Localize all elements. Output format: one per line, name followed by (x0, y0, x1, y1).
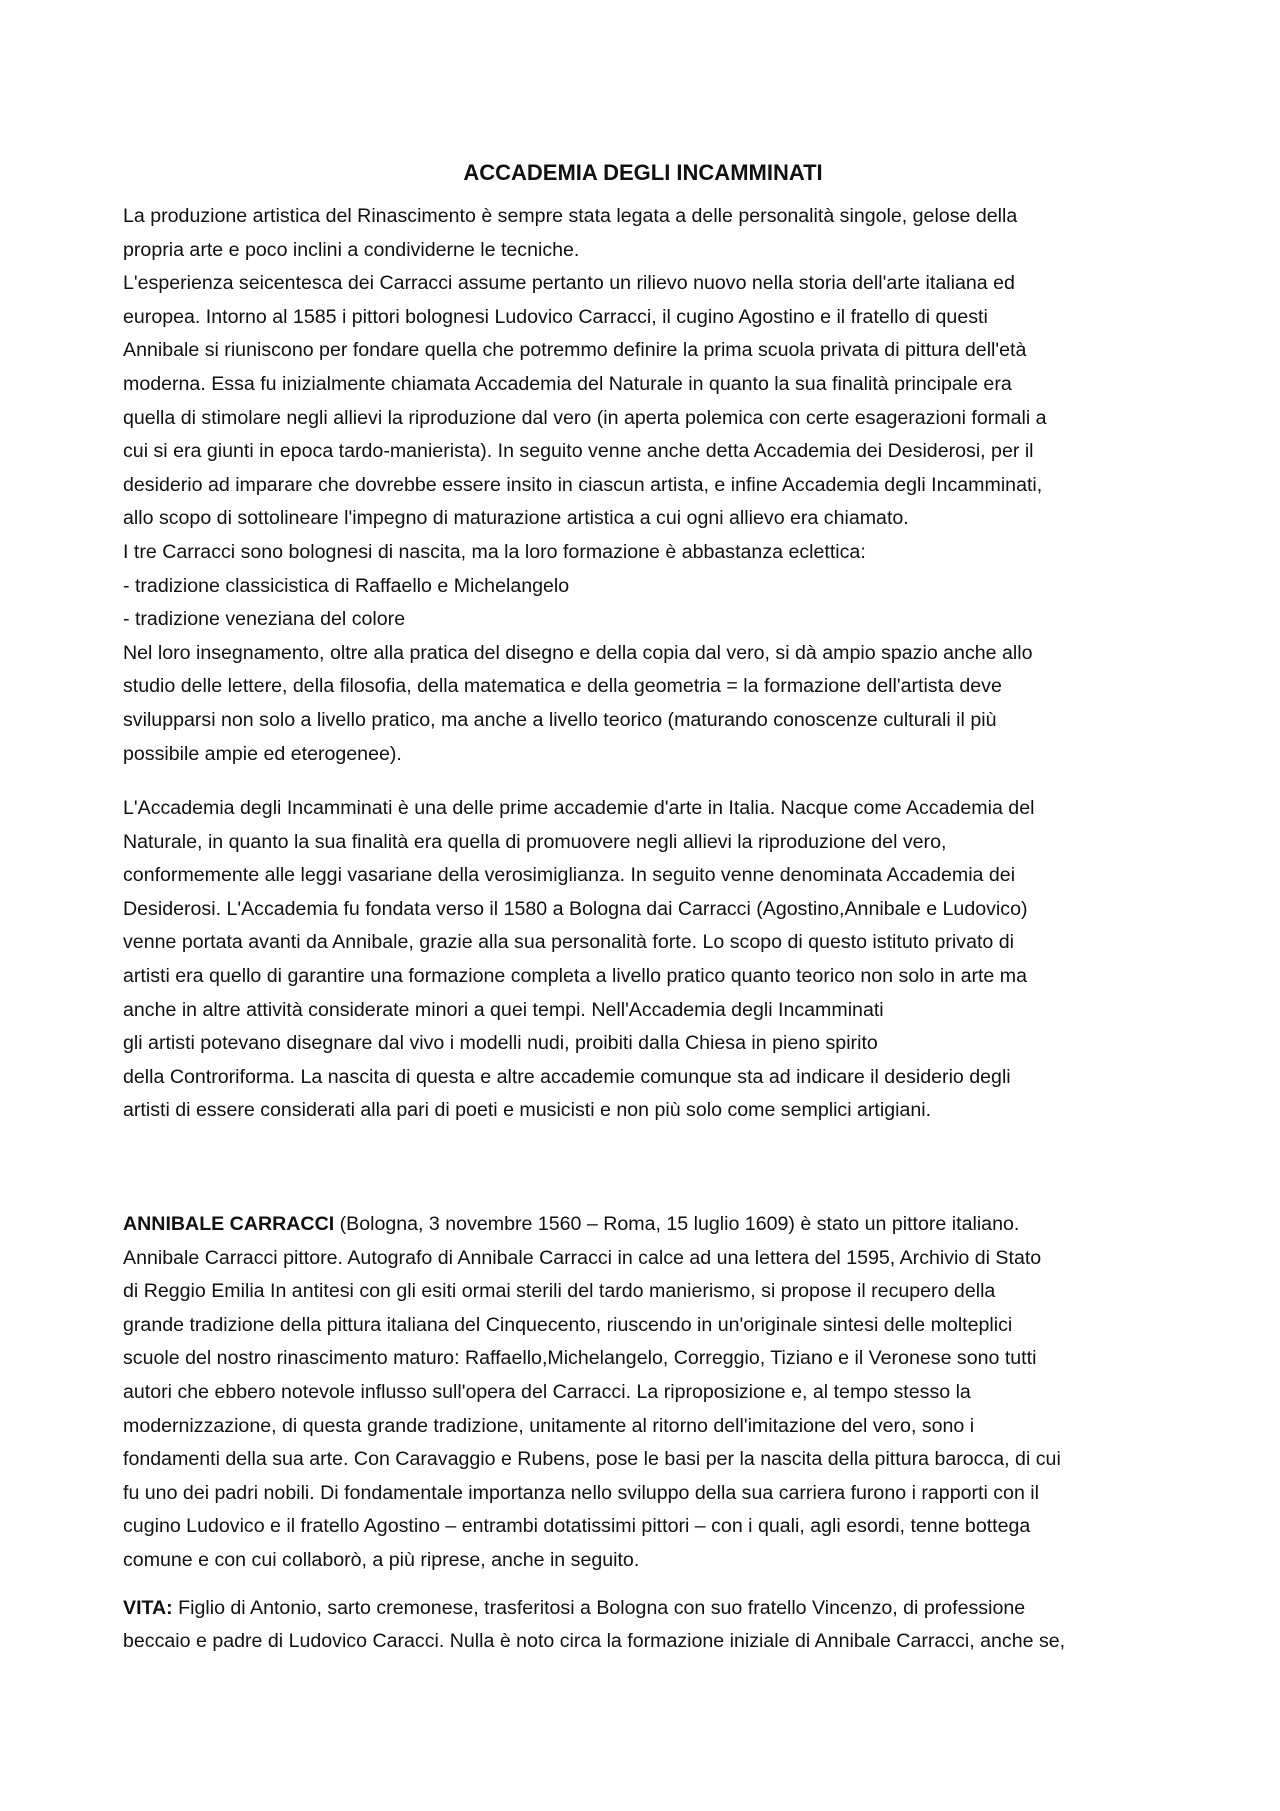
section-gap (123, 1128, 1163, 1208)
text-line: studio delle lettere, della filosofia, della matematica e della geometria = la formazione dell'artista deve (123, 675, 1002, 698)
vita-heading-rest: Figlio di Antonio, sarto cremonese, trasferitosi a Bologna con suo fratello Vincenzo, di professione (172, 1596, 1026, 1619)
text-line: modernizzazione, di questa grande tradizione, unitamente al ritorno dell'imitazione del vero, sono i (123, 1414, 975, 1437)
annibale-heading-line (123, 1208, 1163, 1242)
text-line: beccaio e padre di Ludovico Caracci. Nulla è noto circa la formazione iniziale di Annibale Carracci, anche se, (123, 1630, 1066, 1653)
paragraph-gap (123, 1578, 1163, 1592)
text-line: fu uno dei padri nobili. Di fondamentale importanza nello sviluppo della sua carriera furono i rapporti con il (123, 1481, 1039, 1504)
text-line: scuole del nostro rinascimento maturo: Raffaello,Michelangelo, Correggio, Tiziano e il Veronese sono tutti (123, 1347, 1037, 1370)
text-line: venne portata avanti da Annibale, grazie alla sua personalità forte. Lo scopo di questo istituto privato di (123, 931, 1014, 954)
section-vita (123, 1592, 1163, 1659)
text-line: comune e con cui collaborò, a più riprese, anche in seguito. (123, 1548, 640, 1571)
text-line: L'Accademia degli Incamminati è una delle prime accademie d'arte in Italia. Nacque come Accademia del (123, 797, 1035, 820)
text-line: anche in altre attività considerate minori a quei tempi. Nell'Accademia degli Incamminati (123, 998, 884, 1021)
text-line: possibile ampie ed eterogenee). (123, 742, 402, 765)
text-line: gli artisti potevano disegnare dal vivo i modelli nudi, proibiti dalla Chiesa in pieno spirito (123, 1032, 878, 1055)
text-line: cui si era giunti in epoca tardo-manierista). In seguito venne anche detta Accademia dei Desiderosi, per il (123, 440, 1034, 463)
text-line: Annibale Carracci pittore. Autografo di Annibale Carracci in calce ad una lettera del 1595, Archivio di Stato (123, 1246, 1042, 1269)
text-line: propria arte e poco inclini a condividerne le tecniche. (123, 238, 580, 261)
text-line: grande tradizione della pittura italiana del Cinquecento, riuscendo in un'originale sintesi delle molteplici (123, 1313, 1013, 1336)
text-line: desiderio ad imparare che dovrebbe essere insito in ciascun artista, e infine Accademia degli Incamminati, (123, 473, 1043, 496)
text-line: Naturale, in quanto la sua finalità era quella di promuovere negli allievi la riproduzione del vero, (123, 830, 947, 853)
annibale-heading: ANNIBALE CARRACCI (123, 1213, 335, 1236)
text-line: artisti era quello di garantire una formazione completa a livello pratico quanto teorico non solo in arte ma (123, 965, 1027, 988)
text-line: fondamenti della sua arte. Con Caravaggio e Rubens, pose le basi per la nascita della pittura barocca, di cui (123, 1448, 1061, 1471)
document-page (123, 158, 1163, 1659)
text-line: I tre Carracci sono bolognesi di nascita, ma la loro formazione è abbastanza eclettica: (123, 540, 866, 563)
text-line: svilupparsi non solo a livello pratico, ma anche a livello teorico (maturando conoscenze culturali il più (123, 708, 997, 731)
section-annibale (123, 1208, 1163, 1578)
text-line: di Reggio Emilia In antitesi con gli esiti ormai sterili del tardo manierismo, si propose il recupero della (123, 1280, 996, 1303)
text-line: autori che ebbero notevole influsso sull'opera del Carracci. La riproposizione e, al tempo stesso la (123, 1381, 971, 1403)
vita-heading-line (123, 1592, 1163, 1626)
paragraph-gap (123, 771, 1163, 792)
text-line: Annibale si riuniscono per fondare quella che potremmo definire la prima scuola privata di pittura dell'età (123, 339, 1027, 362)
text-line: La produzione artistica del Rinascimento è sempre stata legata a delle personalità singole, gelose della (123, 205, 1018, 227)
document-title: ACCADEMIA DEGLI INCAMMINATI (463, 160, 823, 185)
text-line: della Controriforma. La nascita di questa e altre accademie comunque sta ad indicare il desiderio degli (123, 1065, 1011, 1088)
list-item: - tradizione classicistica di Raffaello e Michelangelo (123, 574, 570, 597)
text-line: L'esperienza seicentesca dei Carracci assume pertanto un rilievo nuovo nella storia dell'arte italiana ed (123, 272, 1015, 295)
vita-heading: VITA: (123, 1596, 173, 1619)
text-line: cugino Ludovico e il fratello Agostino – entrambi dotatissimi pittori – con i quali, agli esordi, tenne bottega (123, 1515, 1031, 1538)
section-accademia (123, 792, 1163, 1128)
text-line: Desiderosi. L'Accademia fu fondata verso il 1580 a Bologna dai Carracci (Agostino,Annibale e Ludovico) (123, 897, 1028, 920)
text-line: conformemente alle leggi vasariane della verosimiglianza. In seguito venne denominata Accademia dei (123, 864, 1016, 887)
text-line: quella di stimolare negli allievi la riproduzione dal vero (in aperta polemica con certe esagerazioni formali a (123, 406, 1047, 429)
text-line: allo scopo di sottolineare l'impegno di maturazione artistica a cui ogni allievo era chiamato. (123, 507, 909, 530)
text-line: europea. Intorno al 1585 i pittori bolognesi Ludovico Carracci, il cugino Agostino e il fratello di questi (123, 305, 988, 328)
annibale-heading-rest: (Bologna, 3 novembre 1560 – Roma, 15 luglio 1609) è stato un pittore italiano. (334, 1213, 1020, 1236)
text-line: Nel loro insegnamento, oltre alla pratica del disegno e della copia dal vero, si dà ampio spazio anche allo (123, 641, 1033, 664)
section-intro (123, 200, 1163, 771)
text-line: moderna. Essa fu inizialmente chiamata Accademia del Naturale in quanto la sua finalità principale era (123, 372, 1012, 395)
list-item: - tradizione veneziana del colore (123, 608, 406, 631)
text-line: artisti di essere considerati alla pari di poeti e musicisti e non più solo come semplici artigiani. (123, 1099, 932, 1122)
